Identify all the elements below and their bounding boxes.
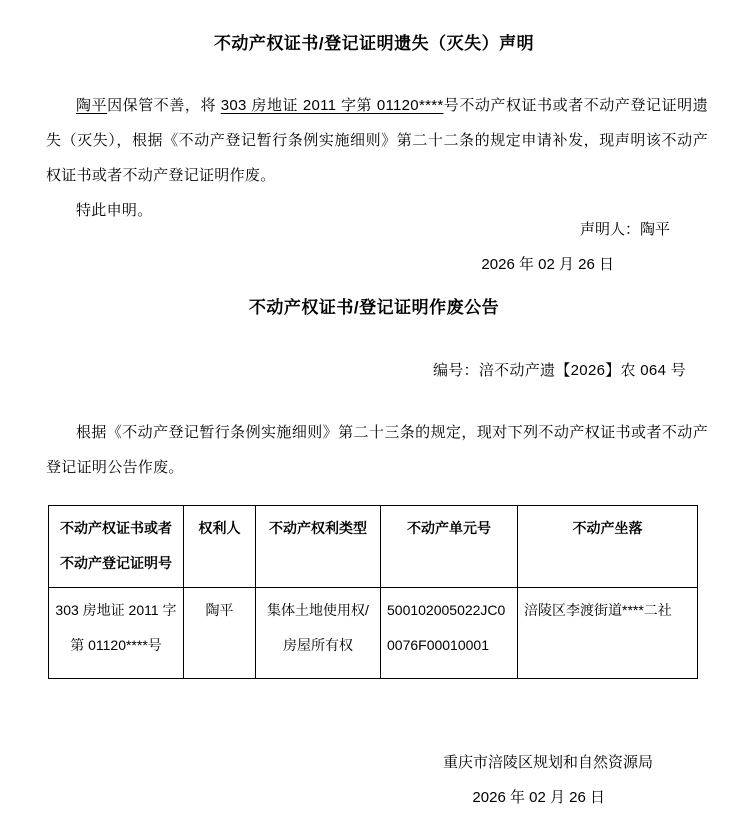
declarant-name-underlined: 陶平 xyxy=(76,97,108,114)
announcement-serial-number: 编号：涪不动产遗【2026】农 064 号 xyxy=(432,362,686,379)
header-cert-no-line2: 不动产登记证明号 xyxy=(60,555,172,571)
declaration-title: 不动产权证书/登记证明遗失（灭失）声明 xyxy=(213,34,535,53)
declaration-signature-block xyxy=(0,212,748,282)
table-row xyxy=(49,588,698,679)
cell-cert-no-line2: 第 01120****号 xyxy=(70,637,162,653)
header-location: 不动产坐落 xyxy=(518,506,698,588)
cell-cert-no xyxy=(49,588,184,679)
table-header-row xyxy=(49,506,698,588)
declaration-date: 2026 年 02 月 26 日 xyxy=(481,256,614,273)
header-right-type: 不动产权利类型 xyxy=(256,506,381,588)
cell-right-type-line1: 集体土地使用权/ xyxy=(267,602,369,618)
issuing-authority: 重庆市涪陵区规划和自然资源局 xyxy=(442,754,653,771)
announcement-title: 不动产权证书/登记证明作废公告 xyxy=(248,298,500,317)
declaration-text-segment: 号不动产权证书或者不动产登记证明遗失（灭失），根据《不动产登记暂行条例实施细则》第二十二条的规定申请补发，现声明该不动产权证书或者不动产登记证明作废。 xyxy=(46,97,708,184)
cell-right-type xyxy=(256,588,381,679)
cell-location: 涪陵区李渡街道****二社 xyxy=(518,588,698,679)
cell-unit-no-line1: 500102005022JC0 xyxy=(387,602,506,618)
cell-unit-no-line2: 0076F00010001 xyxy=(387,637,489,653)
declarant-signature: 声明人：陶平 xyxy=(579,221,670,238)
announcement-body xyxy=(46,415,708,485)
cell-holder: 陶平 xyxy=(184,588,256,679)
certificate-table xyxy=(48,505,698,679)
announcement-footer xyxy=(0,745,748,815)
declaration-text-segment: 因保管不善，将 xyxy=(107,97,221,114)
declaration-paragraph xyxy=(46,88,708,193)
cell-cert-no-line1: 303 房地证 2011 字 xyxy=(55,602,177,618)
header-cert-no-line1: 不动产权证书或者 xyxy=(60,520,172,536)
announcement-date: 2026 年 02 月 26 日 xyxy=(472,789,605,806)
header-holder: 权利人 xyxy=(184,506,256,588)
announcement-paragraph: 根据《不动产登记暂行条例实施细则》第二十三条的规定，现对下列不动产权证书或者不动产登记证明公告作废。 xyxy=(46,424,708,476)
header-cert-no xyxy=(49,506,184,588)
declaration-closing: 特此申明。 xyxy=(76,202,153,219)
cell-unit-no xyxy=(381,588,518,679)
header-unit-no: 不动产单元号 xyxy=(381,506,518,588)
declaration-body xyxy=(46,88,708,228)
certificate-number-underlined: 303 房地证 2011 字第 01120**** xyxy=(220,97,444,114)
cell-right-type-line2: 房屋所有权 xyxy=(283,637,353,653)
